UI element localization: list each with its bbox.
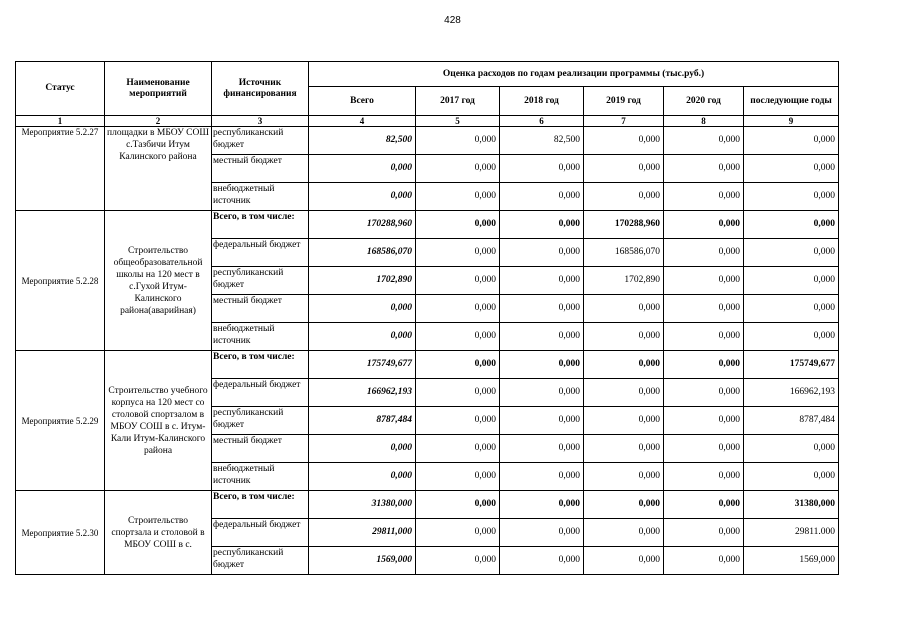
funding-source-cell: республиканский бюджет bbox=[212, 267, 309, 295]
status-cell: Мероприятие 5.2.27 bbox=[16, 127, 105, 211]
funding-source-cell: местный бюджет bbox=[212, 155, 309, 183]
funding-source-cell: федеральный бюджет bbox=[212, 519, 309, 547]
header-col-2018: 2018 год bbox=[500, 87, 584, 116]
year-value-cell: 0,000 bbox=[584, 155, 664, 183]
year-value-cell: 0,000 bbox=[584, 519, 664, 547]
year-value-cell: 0,000 bbox=[416, 463, 500, 491]
header-group: Оценка расходов по годам реализации программы (тыс.руб.) bbox=[309, 62, 839, 87]
header-col-later: последующие годы bbox=[744, 87, 839, 116]
table-row bbox=[16, 211, 839, 239]
year-value-cell: 0,000 bbox=[664, 239, 744, 267]
status-cell: Мероприятие 5.2.30 bbox=[16, 491, 105, 575]
year-value-cell: 166962,193 bbox=[744, 379, 839, 407]
year-value-cell: 0,000 bbox=[416, 519, 500, 547]
total-cell: 0,000 bbox=[309, 183, 416, 211]
year-value-cell: 0,000 bbox=[664, 295, 744, 323]
year-value-cell: 0,000 bbox=[416, 155, 500, 183]
year-value-cell: 0,000 bbox=[416, 183, 500, 211]
index-cell: 7 bbox=[584, 116, 664, 127]
year-value-cell: 0,000 bbox=[500, 463, 584, 491]
year-value-cell: 0,000 bbox=[664, 267, 744, 295]
total-cell: 175749,677 bbox=[309, 351, 416, 379]
index-cell: 9 bbox=[744, 116, 839, 127]
total-cell: 8787,484 bbox=[309, 407, 416, 435]
year-value-cell: 0,000 bbox=[744, 463, 839, 491]
total-cell: 1569,000 bbox=[309, 547, 416, 575]
index-cell: 6 bbox=[500, 116, 584, 127]
year-value-cell: 0,000 bbox=[664, 379, 744, 407]
year-value-cell: 0,000 bbox=[744, 127, 839, 155]
table-row bbox=[16, 127, 839, 155]
year-value-cell: 0,000 bbox=[744, 267, 839, 295]
year-value-cell: 0,000 bbox=[744, 183, 839, 211]
index-cell: 5 bbox=[416, 116, 500, 127]
year-value-cell: 175749,677 bbox=[744, 351, 839, 379]
header-status: Статус bbox=[16, 62, 105, 116]
year-value-cell: 0,000 bbox=[744, 295, 839, 323]
funding-source-cell: республиканский бюджет bbox=[212, 547, 309, 575]
year-value-cell: 0,000 bbox=[744, 435, 839, 463]
year-value-cell: 0,000 bbox=[664, 547, 744, 575]
funding-source-cell: внебюджетный источник bbox=[212, 183, 309, 211]
year-value-cell: 0,000 bbox=[584, 295, 664, 323]
status-cell: Мероприятие 5.2.29 bbox=[16, 351, 105, 491]
funding-source-cell: федеральный бюджет bbox=[212, 239, 309, 267]
total-cell: 0,000 bbox=[309, 295, 416, 323]
header-col-2017: 2017 год bbox=[416, 87, 500, 116]
index-cell: 1 bbox=[16, 116, 105, 127]
year-value-cell: 0,000 bbox=[584, 547, 664, 575]
header-col-2019: 2019 год bbox=[584, 87, 664, 116]
year-value-cell: 170288,960 bbox=[584, 211, 664, 239]
funding-source-cell: республиканский бюджет bbox=[212, 407, 309, 435]
year-value-cell: 0,000 bbox=[500, 435, 584, 463]
year-value-cell: 0,000 bbox=[664, 491, 744, 519]
index-cell: 4 bbox=[309, 116, 416, 127]
year-value-cell: 168586,070 bbox=[584, 239, 664, 267]
year-value-cell: 0,000 bbox=[584, 491, 664, 519]
year-value-cell: 82,500 bbox=[500, 127, 584, 155]
funding-source-cell: республиканский бюджет bbox=[212, 127, 309, 155]
year-value-cell: 0,000 bbox=[416, 379, 500, 407]
year-value-cell: 0,000 bbox=[416, 547, 500, 575]
index-cell: 8 bbox=[664, 116, 744, 127]
year-value-cell: 0,000 bbox=[584, 127, 664, 155]
measure-name-cell: Строительство спортзала и столовой в МБОУ СОШ в с. bbox=[105, 491, 212, 575]
page-number: 428 bbox=[444, 15, 461, 26]
funding-source-cell: федеральный бюджет bbox=[212, 379, 309, 407]
year-value-cell: 0,000 bbox=[500, 491, 584, 519]
year-value-cell: 0,000 bbox=[584, 183, 664, 211]
measure-name-cell: Строительство учебного корпуса на 120 мест со столовой спортзалом в МБОУ СОШ в с. Итум-Кали Итум-Калинского района bbox=[105, 351, 212, 491]
year-value-cell: 0,000 bbox=[664, 211, 744, 239]
total-cell: 166962,193 bbox=[309, 379, 416, 407]
funding-source-cell: внебюджетный источник bbox=[212, 323, 309, 351]
year-value-cell: 0,000 bbox=[664, 519, 744, 547]
measure-name-cell: площадки в МБОУ СОШ с.Тазбичи Итум Калинского района bbox=[105, 127, 212, 211]
year-value-cell: 0,000 bbox=[416, 491, 500, 519]
year-value-cell: 1569,000 bbox=[744, 547, 839, 575]
year-value-cell: 0,000 bbox=[664, 407, 744, 435]
year-value-cell: 0,000 bbox=[500, 239, 584, 267]
total-cell: 82,500 bbox=[309, 127, 416, 155]
total-cell: 0,000 bbox=[309, 463, 416, 491]
total-cell: 168586,070 bbox=[309, 239, 416, 267]
year-value-cell: 0,000 bbox=[416, 295, 500, 323]
funding-source-cell: внебюджетный источник bbox=[212, 463, 309, 491]
year-value-cell: 0,000 bbox=[500, 295, 584, 323]
funding-source-cell: Всего, в том числе: bbox=[212, 211, 309, 239]
year-value-cell: 0,000 bbox=[584, 323, 664, 351]
year-value-cell: 1702,890 bbox=[584, 267, 664, 295]
expenditure-table bbox=[15, 61, 839, 575]
year-value-cell: 0,000 bbox=[500, 155, 584, 183]
year-value-cell: 0,000 bbox=[664, 323, 744, 351]
header-col-2020: 2020 год bbox=[664, 87, 744, 116]
year-value-cell: 0,000 bbox=[416, 239, 500, 267]
year-value-cell: 0,000 bbox=[416, 407, 500, 435]
year-value-cell: 0,000 bbox=[416, 435, 500, 463]
year-value-cell: 0,000 bbox=[500, 323, 584, 351]
year-value-cell: 0,000 bbox=[416, 323, 500, 351]
table-row bbox=[16, 491, 839, 519]
measure-name-cell: Строительство общеобразовательной школы на 120 мест в с.Гухой Итум-Калинского района(аварийная) bbox=[105, 211, 212, 351]
year-value-cell: 0,000 bbox=[500, 407, 584, 435]
year-value-cell: 0,000 bbox=[416, 351, 500, 379]
total-cell: 0,000 bbox=[309, 435, 416, 463]
funding-source-cell: Всего, в том числе: bbox=[212, 351, 309, 379]
year-value-cell: 0,000 bbox=[664, 463, 744, 491]
status-cell: Мероприятие 5.2.28 bbox=[16, 211, 105, 351]
funding-source-cell: местный бюджет bbox=[212, 295, 309, 323]
year-value-cell: 29811.000 bbox=[744, 519, 839, 547]
year-value-cell: 0,000 bbox=[500, 267, 584, 295]
table-row bbox=[16, 351, 839, 379]
year-value-cell: 0,000 bbox=[584, 351, 664, 379]
year-value-cell: 31380,000 bbox=[744, 491, 839, 519]
funding-source-cell: Всего, в том числе: bbox=[212, 491, 309, 519]
year-value-cell: 0,000 bbox=[416, 211, 500, 239]
year-value-cell: 0,000 bbox=[664, 435, 744, 463]
header-col-total: Всего bbox=[309, 87, 416, 116]
year-value-cell: 0,000 bbox=[500, 211, 584, 239]
total-cell: 29811,000 bbox=[309, 519, 416, 547]
year-value-cell: 0,000 bbox=[500, 379, 584, 407]
year-value-cell: 0,000 bbox=[584, 407, 664, 435]
year-value-cell: 0,000 bbox=[584, 379, 664, 407]
index-cell: 2 bbox=[105, 116, 212, 127]
year-value-cell: 0,000 bbox=[744, 239, 839, 267]
year-value-cell: 0,000 bbox=[416, 267, 500, 295]
total-cell: 1702,890 bbox=[309, 267, 416, 295]
year-value-cell: 0,000 bbox=[664, 155, 744, 183]
year-value-cell: 0,000 bbox=[584, 435, 664, 463]
total-cell: 31380,000 bbox=[309, 491, 416, 519]
year-value-cell: 0,000 bbox=[744, 323, 839, 351]
year-value-cell: 0,000 bbox=[500, 547, 584, 575]
total-cell: 0,000 bbox=[309, 155, 416, 183]
funding-source-cell: местный бюджет bbox=[212, 435, 309, 463]
year-value-cell: 0,000 bbox=[664, 351, 744, 379]
index-cell: 3 bbox=[212, 116, 309, 127]
year-value-cell: 0,000 bbox=[744, 211, 839, 239]
total-cell: 0,000 bbox=[309, 323, 416, 351]
year-value-cell: 0,000 bbox=[500, 183, 584, 211]
year-value-cell: 8787,484 bbox=[744, 407, 839, 435]
year-value-cell: 0,000 bbox=[416, 127, 500, 155]
total-cell: 170288,960 bbox=[309, 211, 416, 239]
year-value-cell: 0,000 bbox=[664, 183, 744, 211]
header-source: Источник финансирования bbox=[212, 62, 309, 116]
header-name: Наименование мероприятий bbox=[105, 62, 212, 116]
year-value-cell: 0,000 bbox=[744, 155, 839, 183]
year-value-cell: 0,000 bbox=[500, 351, 584, 379]
year-value-cell: 0,000 bbox=[664, 127, 744, 155]
year-value-cell: 0,000 bbox=[500, 519, 584, 547]
year-value-cell: 0,000 bbox=[584, 463, 664, 491]
